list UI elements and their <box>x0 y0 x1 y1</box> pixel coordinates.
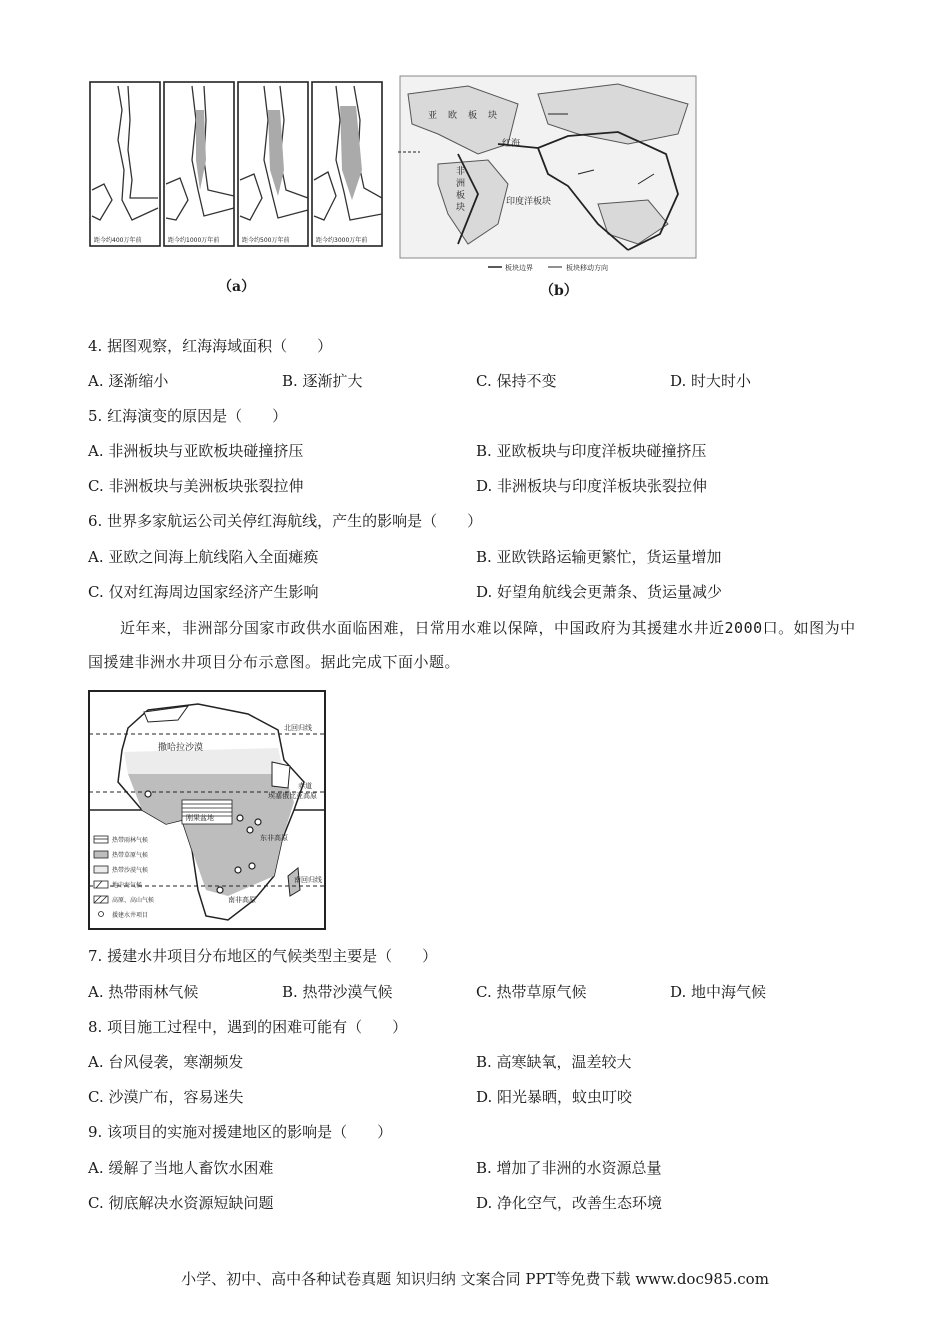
question-number: 8. <box>88 1018 103 1036</box>
q7-option-c[interactable]: C. 热带草原气候 <box>476 983 587 1001</box>
question-7-stem <box>88 946 437 966</box>
q9-option-a[interactable]: A. 缓解了当地人畜饮水困难 <box>88 1159 274 1177</box>
legend-well: 援建水井项目 <box>112 912 149 919</box>
well-marker <box>235 867 241 873</box>
q8-option-a[interactable]: A. 台风侵袭，寒潮频发 <box>88 1053 244 1071</box>
q5-option-b[interactable]: B. 亚欧板块与印度洋板块碰撞挤压 <box>476 442 707 460</box>
panel-4-label: 距今约3000万年前 <box>316 237 368 244</box>
tropic-cancer-label: 北回归线 <box>284 724 312 732</box>
question-text: 该项目的实施对援建地区的影响是（ ） <box>107 1123 393 1141</box>
legend-mediterranean: 地中海气候 <box>112 882 143 889</box>
question-text: 据图观察，红海海域面积（ ） <box>107 337 333 355</box>
ethiopia-label: 埃塞俄比亚高原 <box>268 792 317 800</box>
question-number: 4. <box>88 337 103 355</box>
q4-option-c[interactable]: C. 保持不变 <box>476 372 557 390</box>
q6-option-a[interactable]: A. 亚欧之间海上航线陷入全面瘫痪 <box>88 548 319 566</box>
legend-boundary: 板块边界 <box>505 264 533 272</box>
q5-option-a[interactable]: A. 非洲板块与亚欧板块碰撞挤压 <box>88 442 304 460</box>
map-b-legend <box>488 263 608 272</box>
panel-3-sea <box>268 110 284 196</box>
equator-label: 赤道 <box>298 782 312 790</box>
panel-1-label: 距今约400万年前 <box>94 237 142 244</box>
panel-2-sea <box>196 110 206 190</box>
reading-passage: 近年来，非洲部分国家市政供水面临困难，日常用水难以保障，中国政府为其援建水井近2000口。如图为中国援建非洲水井项目分布示意图。据此完成下面小题。 <box>88 619 856 671</box>
label-ya: 亚 <box>428 111 438 121</box>
q4-option-b[interactable]: B. 逐渐扩大 <box>282 372 363 390</box>
question-text: 援建水井项目分布地区的气候类型主要是（ ） <box>107 947 438 965</box>
panel-4-sea <box>340 106 362 200</box>
question-4-stem <box>88 336 332 356</box>
q5-option-d[interactable]: D. 非洲板块与印度洋板块张裂拉伸 <box>476 477 708 495</box>
question-number: 7. <box>88 947 103 965</box>
panel-2-label: 距今约1000万年前 <box>168 237 220 244</box>
highland-zone <box>272 762 290 788</box>
label-ban2: 板 <box>456 191 466 201</box>
well-marker <box>217 887 223 893</box>
label-ban: 板 <box>468 111 478 121</box>
well-marker <box>255 819 261 825</box>
legend-desert: 热带沙漠气候 <box>112 867 149 874</box>
legend-rainforest: 热带雨林气候 <box>112 837 149 844</box>
well-marker <box>145 791 151 797</box>
q7-option-b[interactable]: B. 热带沙漠气候 <box>282 983 393 1001</box>
question-text: 红海演变的原因是（ ） <box>107 407 288 425</box>
q4-option-a[interactable]: A. 逐渐缩小 <box>88 372 169 390</box>
africa-water-well-map <box>88 690 326 930</box>
well-marker <box>237 815 243 821</box>
question-5-stem <box>88 406 287 426</box>
east-plateau-label: 东非高原 <box>260 834 288 842</box>
figure-b-caption: （b） <box>540 283 578 299</box>
question-8-stem <box>88 1017 407 1037</box>
well-marker <box>249 863 255 869</box>
panel-3-label: 距今约500万年前 <box>242 237 290 244</box>
label-kuai2: 块 <box>456 203 466 213</box>
sahara-label: 撒哈拉沙漠 <box>158 743 204 753</box>
q7-option-d[interactable]: D. 地中海气候 <box>670 983 767 1001</box>
q8-option-d[interactable]: D. 阳光暴晒，蚊虫叮咬 <box>476 1088 633 1106</box>
q9-option-c[interactable]: C. 彻底解决水资源短缺问题 <box>88 1194 274 1212</box>
question-6-stem <box>88 511 482 531</box>
q6-option-c[interactable]: C. 仅对红海周边国家经济产生影响 <box>88 583 319 601</box>
well-marker <box>247 827 253 833</box>
panel-1-coast <box>92 86 158 220</box>
panel-1-frame <box>90 82 160 246</box>
congo-label: 刚果盆地 <box>186 814 214 822</box>
q9-option-d[interactable]: D. 净化空气，改善生态环境 <box>476 1194 663 1212</box>
q4-option-d[interactable]: D. 时大时小 <box>670 372 752 390</box>
label-red-sea: 红海 <box>502 139 521 149</box>
legend-savanna: 热带草原气候 <box>112 852 149 859</box>
question-number: 5. <box>88 407 103 425</box>
desert-zone <box>124 748 284 774</box>
page-footer: 小学、初中、高中各种试卷真题 知识归纳 文案合同 PPT等免费下载 www.doc985.com <box>181 1270 769 1288</box>
question-9-stem <box>88 1122 392 1142</box>
south-plateau-label: 南非高原 <box>228 896 256 904</box>
q8-option-b[interactable]: B. 高寒缺氧，温差较大 <box>476 1053 632 1071</box>
tropic-capricorn-label: 南回归线 <box>294 876 322 884</box>
legend-motion: 板块移动方向 <box>566 264 608 272</box>
q7-option-a[interactable]: A. 热带雨林气候 <box>88 983 199 1001</box>
figure-b-plate-map <box>398 74 698 274</box>
q5-option-c[interactable]: C. 非洲板块与美洲板块张裂拉伸 <box>88 477 304 495</box>
legend-highland: 高原、高山气候 <box>112 897 155 904</box>
label-indian-plate: 印度洋板块 <box>506 197 552 207</box>
q6-option-b[interactable]: B. 亚欧铁路运输更繁忙，货运量增加 <box>476 548 722 566</box>
figure-a-caption: （a） <box>218 279 256 295</box>
question-text: 世界多家航运公司关停红海航线，产生的影响是（ ） <box>107 512 483 530</box>
q8-option-c[interactable]: C. 沙漠广布，容易迷失 <box>88 1088 244 1106</box>
question-text: 项目施工过程中，遇到的困难可能有（ ） <box>107 1018 408 1036</box>
q6-option-d[interactable]: D. 好望角航线会更萧条、货运量减少 <box>476 583 723 601</box>
label-fei: 非 <box>456 167 466 177</box>
q9-option-b[interactable]: B. 增加了非洲的水资源总量 <box>476 1159 662 1177</box>
label-ou: 欧 <box>448 111 458 121</box>
figure-a-red-sea-evolution <box>88 80 384 250</box>
label-kuai: 块 <box>488 111 498 121</box>
label-zhou: 洲 <box>456 179 466 189</box>
question-number: 9. <box>88 1123 103 1141</box>
question-number: 6. <box>88 512 103 530</box>
